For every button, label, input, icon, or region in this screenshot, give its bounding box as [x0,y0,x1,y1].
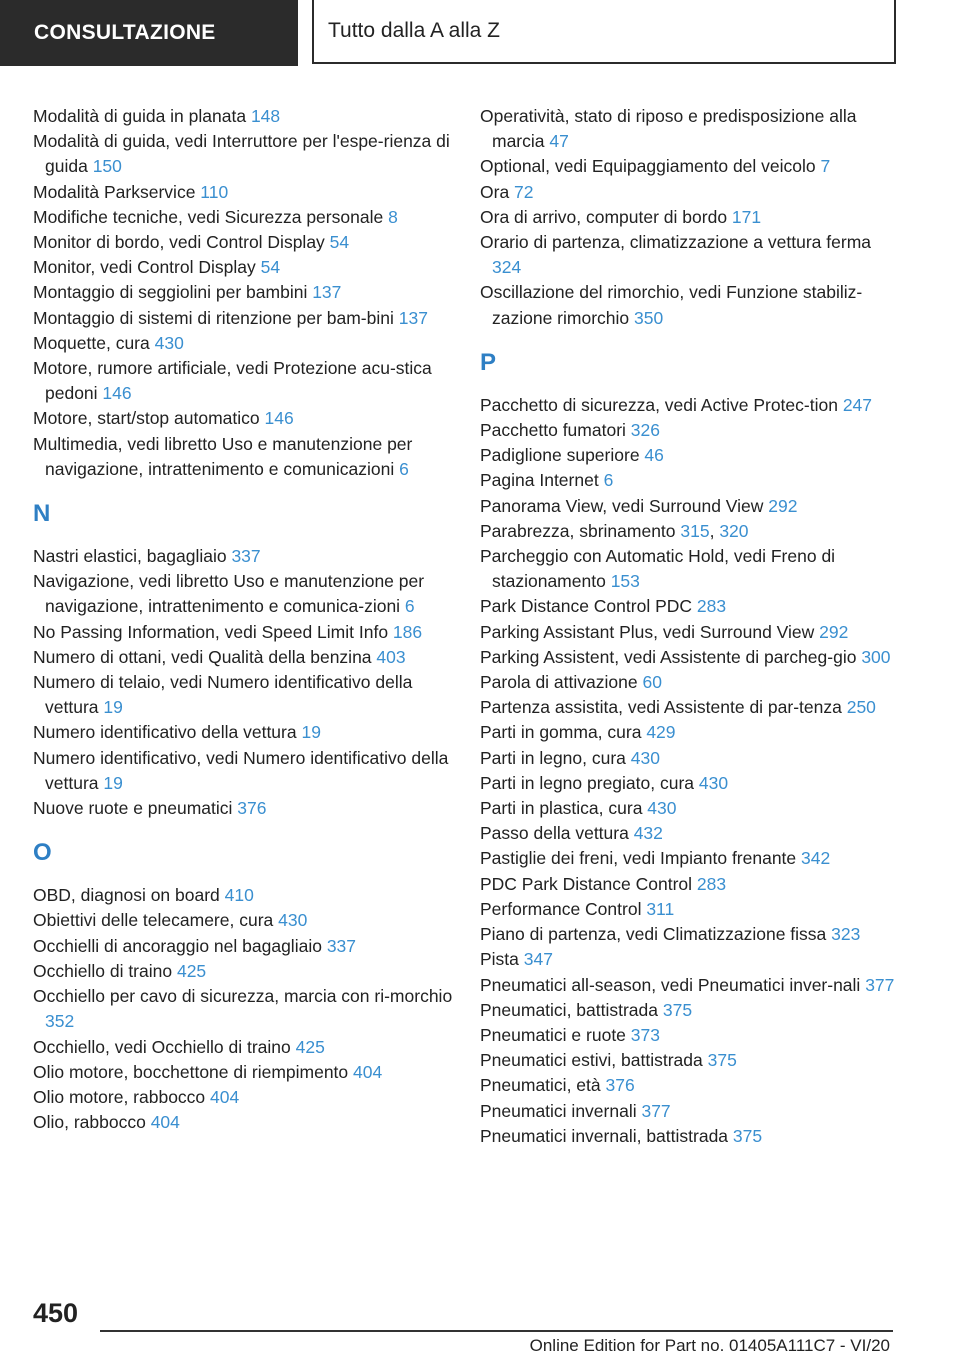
index-entry [33,406,458,431]
index-entry [33,432,458,482]
entry-text: Optional, vedi Equipaggiamento del veicolo [480,156,821,177]
page-reference-link[interactable]: 403 [376,646,406,667]
index-entry [33,1085,458,1110]
index-entry [480,846,900,871]
entry-text: Occhiello di traino [33,960,177,981]
index-entry [33,356,458,406]
index-entry [33,255,458,280]
index-entry [480,205,900,230]
page-reference-link[interactable]: 250 [846,697,876,718]
entry-text: Ora di arrivo, computer di bordo [480,206,732,227]
index-entry [33,620,458,645]
index-column-left [33,104,458,1135]
entry-text: Navigazione, vedi libretto Uso e manutenzione per navigazione, intrattenimento e comunica-zioni [33,571,425,617]
page-reference-link[interactable]: 323 [831,924,861,945]
page-reference-link[interactable]: 377 [641,1100,671,1121]
entry-text: Pacchetto fumatori [480,420,631,441]
page-reference-link[interactable]: 376 [605,1075,635,1096]
entry-text: PDC Park Distance Control [480,873,697,894]
page-reference-link[interactable]: 430 [698,772,729,793]
page-reference-link[interactable]: 292 [768,495,798,516]
index-entry [33,230,458,255]
entry-text: Montaggio di seggiolini per bambini [33,282,313,303]
index-entry [480,720,900,745]
index-entry [480,620,900,645]
page-reference-link[interactable]: 377 [865,974,895,995]
index-entry: Parabrezza, sbrinamento 315, 320 [480,520,749,541]
index-entry [33,1060,458,1085]
index-column-right [480,104,900,1149]
index-entry [33,569,458,619]
entry-text: Pagina Internet [480,470,604,491]
index-entry [480,947,900,972]
index-entry [480,695,900,720]
entry-text: Occhielli di ancoraggio nel bagagliaio [33,935,327,956]
entry-text: Parola di attivazione [480,672,643,693]
entry-text: Pastiglie dei freni, vedi Impianto frenante [480,848,802,869]
page-reference-link[interactable]: 375 [662,999,693,1020]
page-reference-link[interactable]: 153 [610,571,640,592]
entry-text: Monitor, vedi Control Display [33,257,261,278]
page-reference-link[interactable]: 430 [154,332,184,353]
index-entry [33,129,458,179]
page-reference-link[interactable]: 375 [707,1050,737,1071]
index-entry [480,494,900,519]
page-reference-link[interactable]: 146 [102,383,132,404]
page-reference-link[interactable]: 146 [264,408,294,429]
index-entry [480,154,900,179]
page-reference-link[interactable]: 292 [819,621,849,642]
index-entry [33,180,458,205]
page-reference-link[interactable]: 54 [329,232,350,253]
page-reference-link[interactable]: 150 [92,156,122,177]
index-entry [480,393,900,418]
index-entry [480,280,900,330]
page-reference-link[interactable]: 6 [399,458,409,479]
entry-text: Ora [480,181,515,202]
page-reference-link[interactable]: 320 [719,520,749,541]
index-entry [33,645,458,670]
index-entry [480,796,900,821]
index-entry [33,746,458,796]
index-entry [33,280,458,305]
entry-text: Parti in plastica, cura [480,798,648,819]
entry-text: Numero di ottani, vedi Qualità della benzina [33,646,377,667]
index-entry [480,1023,900,1048]
entry-text: Parti in legno pregiato, cura [480,772,699,793]
page-number: 450 [33,1298,79,1328]
index-entry [33,104,458,129]
page-reference-link[interactable]: 430 [630,747,660,768]
page-reference-link[interactable]: 347 [523,949,553,970]
entry-text: Moquette, cura [33,332,155,353]
page-reference-link[interactable]: 315 [680,520,710,541]
index-entry [480,418,900,443]
entry-text: Pacchetto di sicurezza, vedi Active Protec-tion [480,394,843,415]
index-entry [480,645,900,670]
section-letter: O [33,839,52,867]
page-reference-link[interactable]: 148 [250,106,281,126]
entry-text: Partenza assistita, vedi Assistente di par-tenza [480,697,847,718]
page-reference-link[interactable]: 6 [404,596,415,617]
entry-text: Pneumatici invernali [480,1100,642,1121]
page-reference-link[interactable]: 425 [295,1036,325,1057]
page-reference-link[interactable]: 430 [278,910,308,931]
index-entry [480,670,900,695]
entry-text: Piano di partenza, vedi Climatizzazione fissa [480,924,832,945]
page-reference-link[interactable]: 300 [861,646,891,667]
page-reference-link[interactable]: 8 [388,206,398,227]
index-entry [33,670,458,720]
index-entry [480,443,900,468]
entry-text: Parti in gomma, cura [480,722,647,743]
page-reference-link[interactable]: 171 [731,206,762,227]
index-entry [33,331,458,356]
section-letter: P [480,348,497,376]
entry-text: Olio motore, rabbocco [33,1086,211,1107]
index-entry [480,180,900,205]
index-entry [480,1048,900,1073]
entry-text: Numero identificativo, vedi Numero identificativo della vettura [33,747,449,793]
index-entry [33,205,458,230]
page-reference-link[interactable]: 376 [237,798,267,819]
entry-text: Performance Control [480,898,647,919]
index-entry [480,897,900,922]
page-reference-link[interactable]: 342 [801,848,831,869]
page-reference-link[interactable]: 19 [103,772,123,793]
entry-text: Pneumatici estivi, battistrada [480,1050,708,1071]
entry-text: Olio motore, bocchettone di riempimento [33,1061,354,1082]
index-entry [480,922,900,947]
entry-text: Orario di partenza, climatizzazione a vettura ferma [480,232,871,253]
page-reference-link[interactable]: 326 [630,420,660,441]
page-reference-link[interactable]: 352 [45,1011,75,1032]
index-entry [480,998,900,1023]
entry-text: Pista [480,949,524,970]
entry-text: Modifiche tecniche, vedi Sicurezza personale [33,206,389,227]
index-entry [480,1099,900,1124]
entry-text: Obiettivi delle telecamere, cura [33,910,279,931]
entry-text: Parcheggio con Automatic Hold, vedi Freno di stazionamento [480,546,836,592]
page-reference-link[interactable]: 337 [231,546,261,567]
entry-text: No Passing Information, vedi Speed Limit Info [33,621,393,642]
page-reference-link[interactable]: 19 [301,722,321,743]
index-entry [33,1110,458,1135]
index-entry [480,594,900,619]
page-reference-link[interactable]: 375 [732,1125,763,1146]
index-entry [33,796,458,821]
index-entry [33,934,458,959]
entry-text: Panorama View, vedi Surround View [480,495,769,516]
index-entry [33,984,458,1034]
page-reference-link[interactable]: 350 [634,307,664,328]
entry-text: Parking Assistent, vedi Assistente di parcheg-gio [480,646,862,667]
page-reference-link[interactable]: 432 [633,823,663,844]
index-entry [33,959,458,984]
index-entry [480,872,900,897]
index-entry [33,1035,458,1060]
page-reference-link[interactable]: 404 [210,1086,240,1107]
footer-divider [100,1330,893,1332]
page-reference-link[interactable]: 137 [312,282,342,303]
page-reference-link[interactable]: 6 [603,470,614,491]
index-entry [33,306,458,331]
page-reference-link[interactable]: 60 [642,672,662,693]
page-reference-link[interactable]: 410 [224,885,254,906]
entry-text: Numero identificativo della vettura [33,722,302,743]
entry-text: Pneumatici, battistrada [480,999,663,1020]
section-letter: N [33,500,51,528]
entry-text: Parti in legno, cura [480,747,631,768]
page-reference-link[interactable]: 429 [646,722,676,743]
index-entry [480,468,900,493]
page-header [0,0,960,66]
entry-text: Pneumatici e ruote [480,1024,631,1045]
page-reference-link[interactable]: 186 [392,621,423,642]
page-reference-link[interactable]: 19 [103,697,123,718]
page-reference-link[interactable]: 404 [150,1112,180,1133]
page-reference-link[interactable]: 137 [398,307,428,328]
page-reference-link[interactable]: 54 [260,257,281,278]
index-entry [480,771,900,796]
page-reference-link[interactable]: 430 [647,798,677,819]
page-reference-link[interactable]: 337 [326,935,357,956]
page-reference-link[interactable]: 283 [696,873,727,894]
index-entry [480,230,900,280]
entry-text: Operatività, stato di riposo e predisposizione alla marcia [480,106,857,152]
entry-text: Olio, rabbocco [33,1112,151,1133]
entry-text: Monitor di bordo, vedi Control Display [33,232,330,253]
header-title: Tutto dalla A alla Z [312,0,896,64]
entry-text: Modalità di guida in planata [33,106,251,126]
section-tab: CONSULTAZIONE [0,0,298,66]
entry-text: Modalità Parkservice [33,181,201,202]
entry-text: Parking Assistant Plus, vedi Surround View [480,621,820,642]
page-reference-link[interactable]: 247 [842,394,873,415]
entry-text: Motore, rumore artificiale, vedi Protezione acu-stica pedoni [33,358,432,404]
page-reference-link[interactable]: 7 [820,156,831,177]
entry-text: Nuove ruote e pneumatici [33,798,238,819]
page-reference-link[interactable]: 311 [646,898,675,919]
index-entry [33,544,458,569]
entry-text: Montaggio di sistemi di ritenzione per bam-bini [33,307,399,328]
index-entry [33,720,458,745]
page-reference-link[interactable]: 72 [514,181,534,202]
page-reference-link[interactable]: 404 [353,1061,383,1082]
entry-text: Occhiello, vedi Occhiello di traino [33,1036,296,1057]
entry-text: Nastri elastici, bagagliaio [33,546,232,567]
entry-text: OBD, diagnosi on board [33,885,225,906]
entry-text: Passo della vettura [480,823,634,844]
entry-text: Occhiello per cavo di sicurezza, marcia con ri-morchio [33,986,453,1007]
index-entry [480,746,900,771]
entry-text: Multimedia, vedi libretto Uso e manutenzione per navigazione, intrattenimento e comunicazioni [33,433,413,479]
index-entry [33,908,458,933]
entry-text: Pneumatici invernali, battistrada [480,1125,733,1146]
index-entry [480,104,900,154]
entry-text: Oscillazione del rimorchio, vedi Funzione stabiliz-zazione rimorchio [480,282,863,328]
page-reference-link[interactable]: 283 [696,596,727,617]
index-entry [480,973,900,998]
page-reference-link[interactable]: 46 [644,445,664,466]
entry-text: Parabrezza, sbrinamento [480,520,681,541]
page-reference-link[interactable]: 110 [200,181,229,202]
page-reference-link[interactable]: 425 [176,960,207,981]
index-entry [480,821,900,846]
entry-text: Park Distance Control PDC [480,596,697,617]
entry-text: Numero di telaio, vedi Numero identificativo della vettura [33,672,413,718]
entry-text: Padiglione superiore [480,445,645,466]
entry-text: Pneumatici, età [480,1075,606,1096]
index-entry [480,544,900,594]
entry-text: Motore, start/stop automatico [33,408,265,429]
footer-edition: Online Edition for Part no. 01405A111C7 - VI/20 [529,1336,890,1355]
page-reference-link[interactable]: 47 [549,131,569,152]
entry-text: Pneumatici all-season, vedi Pneumatici inver-nali [480,974,866,995]
index-entry [33,883,458,908]
page-reference-link[interactable]: 373 [630,1024,660,1045]
index-entry [480,1124,900,1149]
entry-text: Modalità di guida, vedi Interruttore per l'espe-rienza di guida [33,131,450,177]
page-reference-link[interactable]: 324 [492,257,522,278]
index-entry [480,1073,900,1098]
